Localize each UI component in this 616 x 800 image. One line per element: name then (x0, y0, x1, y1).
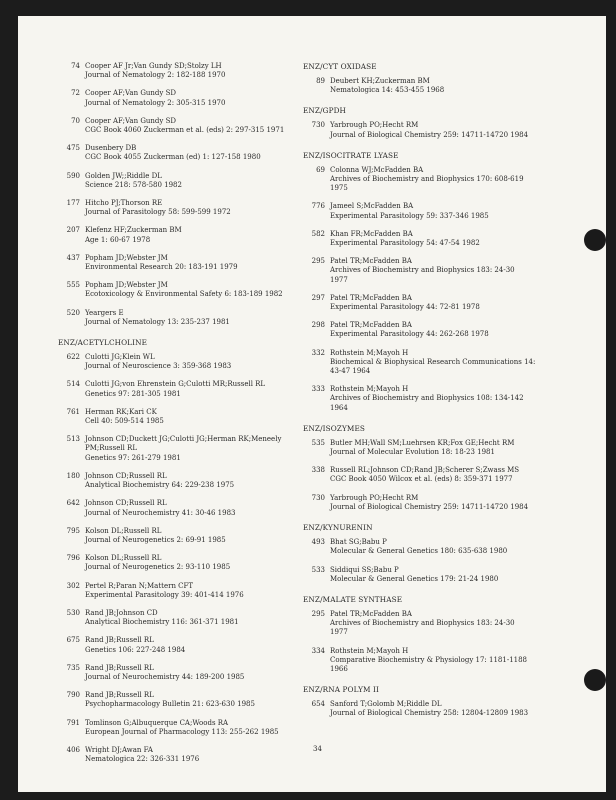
reference-text (85, 691, 298, 709)
reference-entry (58, 582, 298, 600)
reference-entry (58, 719, 298, 737)
reference-number: 675 (66, 636, 80, 645)
reference-citation: Nematologica 22: 326-331 1976 (85, 755, 200, 764)
reference-text (85, 89, 298, 107)
reference-entry (58, 144, 298, 162)
reference-citation: Experimental Parasitology 54: 47-54 1982 (330, 239, 480, 248)
reference-text (85, 746, 298, 764)
reference-citation: Archives of Biochemistry and Biophysics 183: 24-30 (330, 619, 515, 628)
reference-entry (58, 281, 298, 299)
reference-text (330, 466, 603, 484)
reference-authors: Patel TR;McFadden BA (330, 321, 412, 330)
reference-number: 642 (66, 499, 80, 508)
reference-citation: Journal of Neurochemistry 41: 30-46 1983 (85, 508, 236, 517)
reference-text (85, 408, 298, 426)
reference-number: 298 (311, 321, 325, 330)
reference-citation: Molecular & General Genetics 179: 21-24 1980 (330, 574, 499, 583)
reference-entry (58, 62, 298, 80)
reference-number: 475 (66, 144, 80, 153)
reference-citation: 43-47 1964 (330, 367, 371, 376)
reference-entry (303, 230, 603, 248)
reference-citation: Molecular & General Genetics 180: 635-638 1980 (330, 547, 508, 556)
reference-text (330, 439, 603, 457)
reference-number: 332 (311, 348, 325, 357)
reference-authors: Rand JB;Russell RL (85, 663, 154, 672)
reference-citation: Journal of Parasitology 58: 599-599 1972 (85, 208, 231, 217)
reference-citation: Nematologica 14: 453-455 1968 (330, 86, 445, 95)
reference-number: 582 (311, 229, 325, 238)
reference-text (85, 499, 298, 517)
reference-number: 761 (66, 407, 80, 416)
reference-entry (303, 349, 603, 377)
reference-text (85, 199, 298, 217)
reference-citation: Journal of Molecular Evolution 18: 18-23 1981 (330, 448, 495, 457)
reference-text (330, 77, 603, 95)
reference-entry (58, 746, 298, 764)
reference-authors: Colonna WJ;McFadden BA (330, 165, 424, 174)
reference-number: 622 (66, 353, 80, 362)
reference-citation: Journal of Neurogenetics 2: 93-110 1985 (85, 563, 231, 572)
reference-citation: 1977 (330, 628, 348, 637)
reference-entry (303, 202, 603, 220)
reference-text (85, 309, 298, 327)
reference-citation: Journal of Biological Chemistry 259: 14711-14720 1984 (330, 130, 529, 139)
reference-entry (303, 257, 603, 285)
reference-citation: Archives of Biochemistry and Biophysics 170: 608-619 (330, 175, 524, 184)
reference-citation: Comparative Biochemistry & Physiology 17: 1181-1188 (330, 655, 528, 664)
reference-citation: Genetics 97: 281-305 1981 (85, 389, 181, 398)
reference-authors: Dusenbery DB (85, 144, 137, 153)
reference-citation: Experimental Parasitology 44: 262-268 1978 (330, 330, 489, 339)
reference-entry (303, 538, 603, 556)
reference-authors: Yarbrough PO;Hecht RM (330, 121, 419, 130)
reference-citation: Ecotoxicology & Environmental Safety 6: 183-189 1982 (85, 290, 283, 299)
reference-citation: Journal of Nematology 13: 235-237 1981 (85, 317, 230, 326)
reference-citation: Analytical Biochemistry 64: 229-238 1975 (85, 481, 235, 490)
reference-number: 654 (311, 700, 325, 709)
reference-entry (303, 294, 603, 312)
reference-authors: Cooper AF Jr;Van Gundy SD;Stolzy LH (85, 62, 222, 70)
reference-authors: Rand JB;Russell RL (85, 636, 154, 645)
reference-citation: Archives of Biochemistry and Biophysics 183: 24-30 (330, 266, 515, 275)
reference-citation: Age 1: 60-67 1978 (85, 235, 151, 244)
reference-entry (58, 472, 298, 490)
reference-entry (58, 172, 298, 190)
reference-text (330, 166, 603, 194)
reference-text (85, 380, 298, 398)
reference-entry (58, 691, 298, 709)
reference-entry (303, 439, 603, 457)
reference-entry (58, 254, 298, 272)
reference-authors: Tomlinson G;Albuquerque CA;Woods RA (85, 718, 229, 727)
reference-number: 513 (66, 435, 80, 444)
reference-authors: Herman RK;Kari CK (85, 407, 157, 416)
reference-authors: Hitcho PJ;Thorson RE (85, 199, 163, 208)
reference-authors: Klefenz HF;Zuckerman BM (85, 226, 182, 235)
document-page (18, 16, 606, 792)
reference-citation: Analytical Biochemistry 116: 361-371 1981 (85, 618, 239, 627)
reference-authors: Cooper AF;Van Gundy SD (85, 89, 176, 98)
reference-text (330, 121, 603, 139)
reference-text (330, 202, 603, 220)
reference-authors: Rand JB;Johnson CD (85, 608, 158, 617)
reference-authors: Kolson DL;Russell RL (85, 526, 162, 535)
reference-citation: Environmental Research 20: 183-191 1979 (85, 263, 238, 272)
reference-citation: Journal of Biological Chemistry 258: 12804-12809 1983 (330, 709, 529, 718)
reference-entry (303, 610, 603, 638)
reference-entry (58, 353, 298, 371)
reference-number: 89 (316, 77, 325, 85)
reference-authors: Butler MH;Wall SM;Luehrsen KR;Fox GE;Hecht RM (330, 438, 515, 447)
reference-entry (58, 89, 298, 107)
reference-citation: PM;Russell RL (85, 444, 137, 453)
reference-citation: Journal of Neuroscience 3: 359-368 1983 (85, 362, 232, 371)
reference-citation: Archives of Biochemistry and Biophysics 108: 134-142 (330, 394, 524, 403)
reference-authors: Russell RL;Johnson CD;Rand JB;Scherer S;Zwass MS (330, 466, 520, 475)
reference-entry (58, 636, 298, 654)
section-heading: ENZ/ISOCITRATE LYASE (303, 150, 399, 160)
reference-number: 776 (311, 202, 325, 211)
reference-text (85, 62, 298, 80)
reference-authors: Pertel R;Paran N;Mattern CFT (85, 581, 194, 590)
reference-citation: Science 218: 578-580 1982 (85, 180, 182, 189)
reference-number: 796 (66, 554, 80, 563)
reference-entry (58, 380, 298, 398)
reference-number: 69 (316, 165, 325, 174)
reference-text (85, 636, 298, 654)
page-number: 34 (313, 745, 322, 753)
reference-citation: Psychopharmacology Bulletin 21: 623-630 1985 (85, 700, 255, 709)
reference-number: 207 (66, 226, 80, 235)
section-heading: ENZ/RNA POLYM II (303, 685, 379, 695)
reference-number: 791 (66, 718, 80, 727)
reference-authors: Patel TR;McFadden BA (330, 293, 412, 302)
section-heading: ENZ/ISOZYMES (303, 423, 365, 433)
reference-number: 295 (311, 609, 325, 618)
section-heading: ENZ/KYNURENIN (303, 523, 373, 533)
reference-text (330, 494, 603, 512)
reference-citation: 1975 (330, 184, 348, 193)
reference-text (85, 609, 298, 627)
reference-text (85, 719, 298, 737)
reference-citation: 1964 (330, 403, 348, 412)
reference-entry (303, 494, 603, 512)
reference-citation: Journal of Nematology 2: 182-188 1970 (85, 71, 226, 80)
reference-entry (303, 77, 603, 95)
reference-citation: Journal of Nematology 2: 305-315 1970 (85, 98, 226, 107)
reference-number: 493 (311, 538, 325, 547)
reference-authors: Jameel S;McFadden BA (330, 202, 414, 211)
reference-text (330, 700, 603, 718)
reference-text (85, 254, 298, 272)
reference-text (330, 294, 603, 312)
reference-authors: Sanford T;Golomb M;Riddle DL (330, 700, 442, 709)
reference-authors: Rothstein M;Mayoh H (330, 385, 409, 394)
reference-text (85, 353, 298, 371)
section-heading: ENZ/GPDH (303, 106, 346, 116)
reference-authors: Kolson DL;Russell RL (85, 554, 162, 563)
reference-citation: Experimental Parasitology 44: 72-81 1978 (330, 303, 480, 312)
reference-entry (58, 499, 298, 517)
reference-citation: 1966 (330, 664, 348, 673)
reference-text (330, 566, 603, 584)
reference-authors: Cooper AF;Van Gundy SD (85, 116, 176, 125)
reference-text (85, 435, 298, 463)
reference-text (85, 472, 298, 490)
reference-entry (58, 309, 298, 327)
reference-number: 334 (311, 646, 325, 655)
reference-number: 535 (311, 438, 325, 447)
reference-citation: CGC Book 4055 Zuckerman (ed) 1: 127-158 1980 (85, 153, 261, 162)
reference-text (330, 385, 603, 413)
reference-entry (303, 121, 603, 139)
reference-number: 333 (311, 385, 325, 394)
reference-text (85, 281, 298, 299)
reference-authors: Johnson CD;Russell RL (85, 499, 167, 508)
reference-text (85, 664, 298, 682)
reference-text (85, 117, 298, 135)
right-column (303, 62, 603, 728)
reference-citation: Cell 40: 509-514 1985 (85, 417, 164, 426)
reference-number: 297 (311, 293, 325, 302)
reference-entry (58, 664, 298, 682)
reference-citation: Experimental Parasitology 39: 401-414 1976 (85, 590, 244, 599)
reference-entry (58, 527, 298, 545)
reference-citation: Biochemical & Biophysical Research Communications 14: (330, 357, 536, 366)
reference-text (85, 554, 298, 572)
reference-authors: Rand JB;Russell RL (85, 691, 154, 700)
reference-number: 437 (66, 253, 80, 262)
reference-number: 530 (66, 608, 80, 617)
reference-text (85, 226, 298, 244)
reference-authors: Wright DJ;Awan FA (85, 745, 153, 754)
reference-text (330, 349, 603, 377)
reference-entry (303, 385, 603, 413)
reference-number: 406 (66, 745, 80, 754)
reference-number: 590 (66, 171, 80, 180)
reference-number: 514 (66, 380, 80, 389)
reference-number: 735 (66, 663, 80, 672)
reference-citation: Genetics 106: 227-248 1984 (85, 645, 186, 654)
reference-authors: Rothstein M;Mayoh H (330, 348, 409, 357)
reference-citation: Journal of Biological Chemistry 259: 14711-14720 1984 (330, 502, 529, 511)
section-heading: ENZ/CYT OXIDASE (303, 62, 377, 71)
reference-number: 180 (66, 471, 80, 480)
reference-authors: Golden JW;;Riddle DL (85, 171, 162, 180)
reference-number: 302 (66, 581, 80, 590)
reference-authors: Johnson CD;Duckett JG;Culotti JG;Herman RK;Meneely (85, 435, 282, 444)
reference-text (85, 144, 298, 162)
reference-entry (303, 166, 603, 194)
reference-citation: 1977 (330, 275, 348, 284)
reference-authors: Culotti JG;Klein WL (85, 353, 155, 362)
reference-authors: Yarbrough PO;Hecht RM (330, 493, 419, 502)
reference-number: 730 (311, 493, 325, 502)
reference-entry (58, 435, 298, 463)
reference-citation: CGC Book 4060 Zuckerman et al. (eds) 2: 297-315 1971 (85, 126, 285, 135)
reference-number: 730 (311, 121, 325, 130)
reference-authors: Rothstein M;Mayoh H (330, 646, 409, 655)
reference-authors: Popham JD;Webster JM (85, 253, 168, 262)
reference-text (330, 647, 603, 675)
reference-text (330, 321, 603, 339)
reference-authors: Culotti JG;von Ehrenstein G;Culotti MR;Russell RL (85, 380, 266, 389)
reference-citation: Experimental Parasitology 59: 337-346 1985 (330, 211, 489, 220)
reference-number: 795 (66, 526, 80, 535)
reference-authors: Deubert KH;Zuckerman BM (330, 77, 430, 85)
reference-authors: Patel TR;McFadden BA (330, 257, 412, 266)
reference-number: 520 (66, 308, 80, 317)
reference-citation: CGC Book 4050 Wilcox et al. (eds) 8: 359-371 1977 (330, 475, 513, 484)
reference-text (330, 257, 603, 285)
reference-citation: Journal of Neurogenetics 2: 69-91 1985 (85, 535, 226, 544)
reference-number: 555 (66, 281, 80, 290)
section-heading: ENZ/MALATE SYNTHASE (303, 594, 403, 604)
reference-entry (58, 226, 298, 244)
reference-text (330, 610, 603, 638)
reference-entry (303, 566, 603, 584)
reference-entry (58, 408, 298, 426)
reference-entry (58, 609, 298, 627)
reference-text (85, 582, 298, 600)
reference-entry (303, 321, 603, 339)
reference-number: 338 (311, 466, 325, 475)
reference-authors: Khan FR;McFadden BA (330, 229, 413, 238)
reference-number: 295 (311, 257, 325, 266)
reference-authors: Yeargers E (85, 308, 124, 317)
reference-number: 790 (66, 691, 80, 700)
reference-citation: European Journal of Pharmacology 113: 255-262 1985 (85, 727, 279, 736)
reference-number: 72 (71, 89, 80, 98)
reference-entry (303, 700, 603, 718)
reference-number: 177 (66, 199, 80, 208)
reference-number: 74 (71, 62, 80, 70)
reference-citation: Genetics 97: 261-279 1981 (85, 453, 181, 462)
reference-authors: Patel TR;McFadden BA (330, 609, 412, 618)
reference-number: 533 (311, 565, 325, 574)
reference-authors: Johnson CD;Russell RL (85, 471, 167, 480)
reference-entry (58, 554, 298, 572)
reference-citation: Journal of Neurochemistry 44: 189-200 1985 (85, 672, 245, 681)
reference-entry (303, 647, 603, 675)
reference-authors: Popham JD;Webster JM (85, 281, 168, 290)
reference-text (330, 538, 603, 556)
section-heading: ENZ/ACETYLCHOLINE (58, 338, 148, 348)
left-column (58, 62, 298, 773)
reference-text (85, 527, 298, 545)
reference-entry (303, 466, 603, 484)
reference-authors: Bhat SG;Babu P (330, 538, 387, 547)
reference-entry (58, 199, 298, 217)
reference-authors: Siddiqui SS;Babu P (330, 565, 399, 574)
reference-text (330, 230, 603, 248)
reference-entry (58, 117, 298, 135)
reference-text (85, 172, 298, 190)
reference-number: 70 (71, 116, 80, 125)
